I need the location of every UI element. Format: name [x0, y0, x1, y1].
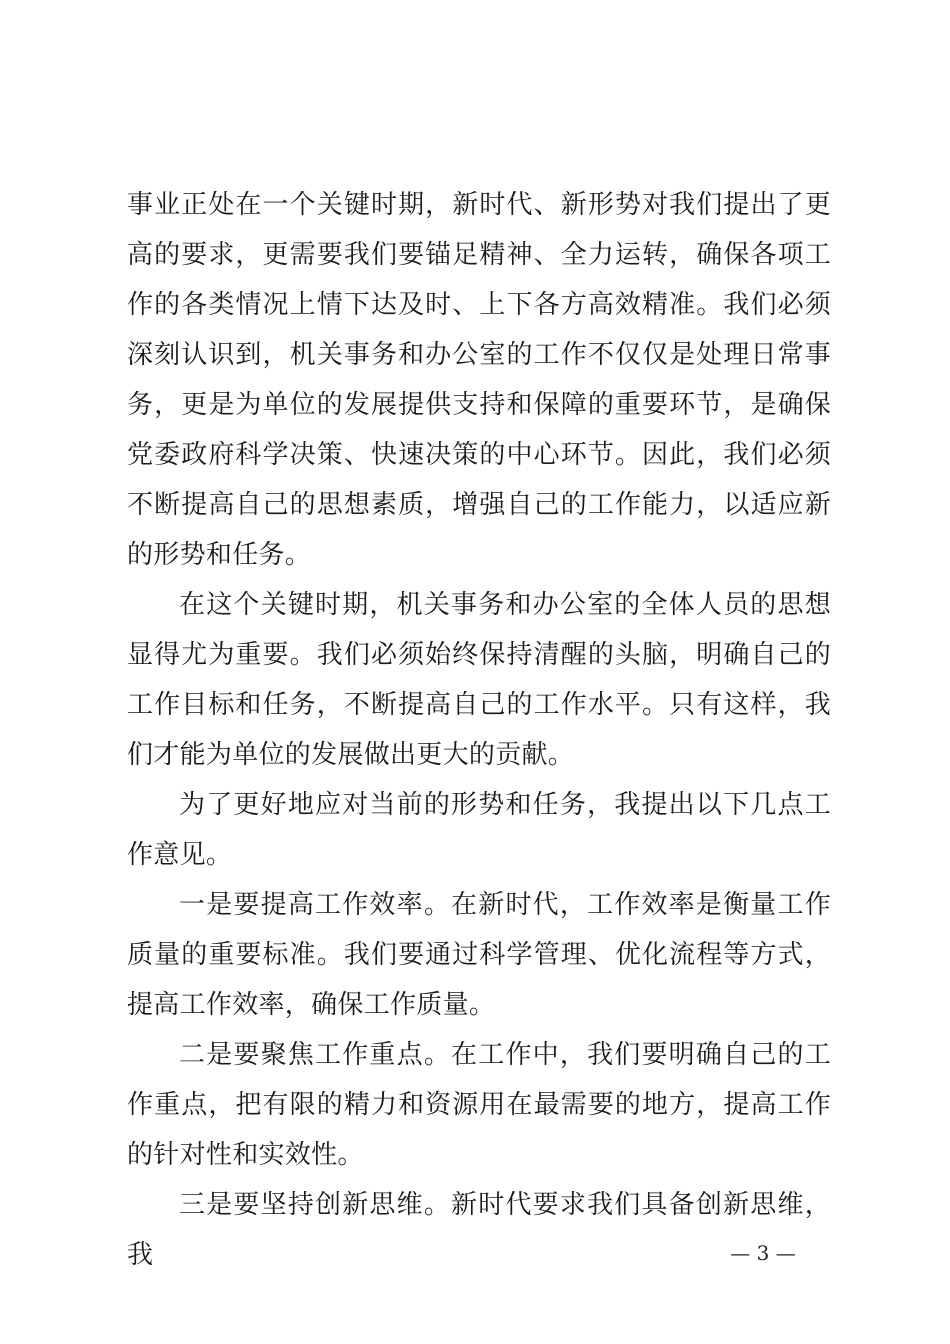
paragraph-4: 一是要提高工作效率。在新时代，工作效率是衡量工作质量的重要标准。我们要通过科学管理、优化流程等方式，提高工作效率，确保工作质量。 — [127, 890, 831, 1020]
paragraph-5: 二是要聚焦工作重点。在工作中，我们要明确自己的工作重点，把有限的精力和资源用在最需要的地方，提高工作的针对性和实效性。 — [127, 1040, 831, 1170]
page-number: — 3 — — [730, 1241, 796, 1265]
paragraph-2: 在这个关键时期，机关事务和办公室的全体人员的思想显得尤为重要。我们必须始终保持清醒的头脑，明确自己的工作目标和任务，不断提高自己的工作水平。只有这样，我们才能为单位的发展做出更大的贡献。 — [127, 590, 831, 770]
paragraph-1: 事业正处在一个关键时期，新时代、新形势对我们提出了更高的要求，更需要我们要锚足精神、全力运转，确保各项工作的各类情况上情下达及时、上下各方高效精准。我们必须深刻认识到，机关事务和办公室的工作不仅仅是处理日常事务，更是为单位的发展提供支持和保障的重要环节，是确保党委政府科学决策、快速决策的中心环节。因此，我们必须不断提高自己的思想素质，增强自己的工作能力，以适应新的形势和任务。 — [127, 190, 831, 570]
paragraph-3: 为了更好地应对当前的形势和任务，我提出以下几点工作意见。 — [127, 790, 831, 870]
paragraph-6: 三是要坚持创新思维。新时代要求我们具备创新思维，我 — [127, 1190, 831, 1270]
body-text — [127, 180, 831, 1280]
